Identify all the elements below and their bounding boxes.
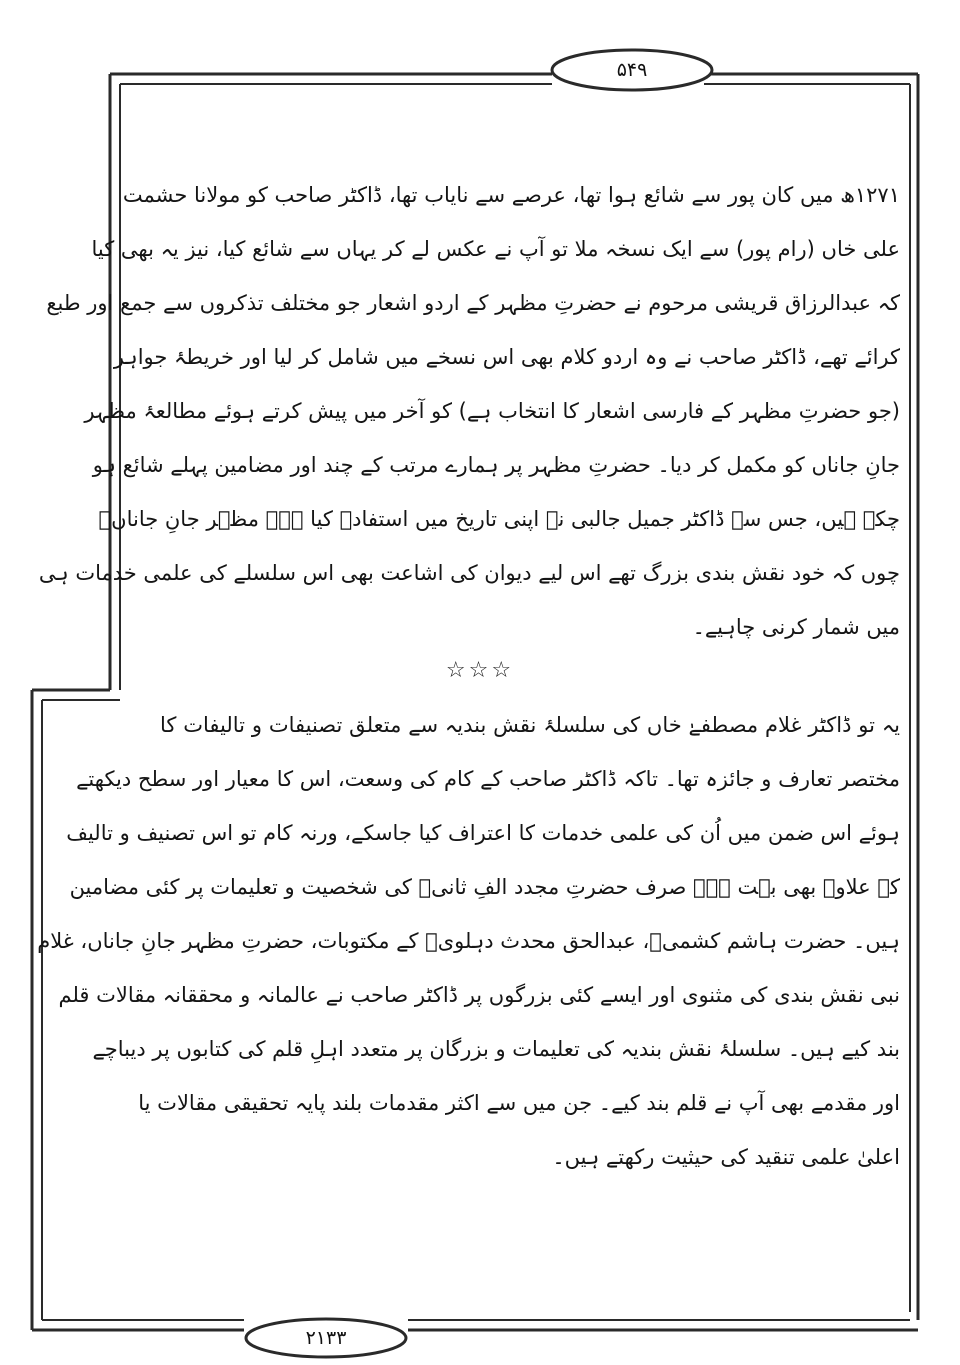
text-line: ہوئے اس ضمن میں اُن کی علمی خدمات کا اعتراف کیا جاسکے، ورنہ کام تو اس تصنیف و تالیف [66, 821, 900, 845]
text-line: کرائے تھے، ڈاکٹر صاحب نے وہ اردو کلام بھی اس نسخے میں شامل کر لیا اور خریطۂ جواہر [113, 345, 900, 369]
section-separator-stars: ☆☆☆ [445, 658, 515, 683]
text-line: مختصر تعارف و جائزہ تھا۔ تاکہ ڈاکٹر صاحب کے کام کی وسعت، اس کا معیار اور سطح دیکھتے [76, 767, 900, 791]
text-line: کے علاوہ بھی بہت ہے۔ صرف حضرتِ مجدد الفِ ثانیؒ کی شخصیت و تعلیمات پر کئی مضامین [69, 875, 900, 899]
text-line: علی خاں (رام پور) سے ایک نسخہ ملا تو آپ نے عکس لے کر یہاں سے شائع کیا، نیز یہ بھی کیا [91, 237, 900, 261]
text-line: نبی نقش بندی کی مثنوی اور ایسے کئی بزرگوں پر ڈاکٹر صاحب نے عالمانہ و محققانہ مقالات قلم [58, 983, 900, 1007]
page-number-bottom: ۲۱۳۳ [305, 1327, 347, 1349]
text-line: ۱۲۷۱ھ میں کان پور سے شائع ہوا تھا، عرصے سے نایاب تھا، ڈاکٹر صاحب کو مولانا حشمت [122, 183, 900, 207]
text-line: بند کیے ہیں۔ سلسلۂ نقش بندیہ کی تعلیمات و بزرگان پر متعدد اہلِ قلم کی کتابوں پر دیباچے [92, 1037, 900, 1061]
text-line: یہ تو ڈاکٹر غلام مصطفےٰ خاں کی سلسلۂ نقش بندیہ سے متعلق تصنیفات و تالیفات کا [160, 713, 900, 737]
text-line: اعلیٰ علمی تنقید کی حیثیت رکھتے ہیں۔ [552, 1145, 900, 1169]
text-line: ہیں۔ حضرت ہاشم کشمیؒ، عبدالحق محدث دہلویؒ کے مکتوبات، حضرتِ مظہر جانِ جاناں، غلام [37, 929, 900, 953]
text-line: جانِ جاناں کو مکمل کر دیا۔ حضرتِ مظہر پر ہمارے مرتب کے چند اور مضامین پہلے شائع ہو [92, 453, 900, 477]
text-line: چکے ہیں، جس سے ڈاکٹر جمیل جالبی نے اپنی تاریخ میں استفادہ کیا ہے۔ مظہر جانِ جاناںؒ [98, 507, 900, 531]
text-line: کہ عبدالرزاق قریشی مرحوم نے حضرتِ مظہر کے اردو اشعار جو مختلف تذکروں سے جمع اور طبع [46, 291, 900, 315]
page-number-top: ۵۴۹ [616, 59, 648, 81]
text-line: اور مقدمے بھی آپ نے قلم بند کیے۔ جن میں سے اکثر مقدمات بلند پایہ تحقیقی مقالات یا [138, 1091, 900, 1115]
paragraph-1 [38, 168, 900, 654]
paragraph-2 [37, 698, 900, 1184]
text-line: (جو حضرتِ مظہر کے فارسی اشعار کا انتخاب ہے) کو آخر میں پیش کرتے ہوئے مطالعۂ مظہر [84, 399, 900, 423]
text-line: چوں کہ خود نقش بندی بزرگ تھے اس لیے دیوان کی اشاعت بھی اس سلسلے کی علمی خدمات ہی [38, 561, 900, 585]
text-line: میں شمار کرنی چاہیے۔ [692, 615, 900, 639]
